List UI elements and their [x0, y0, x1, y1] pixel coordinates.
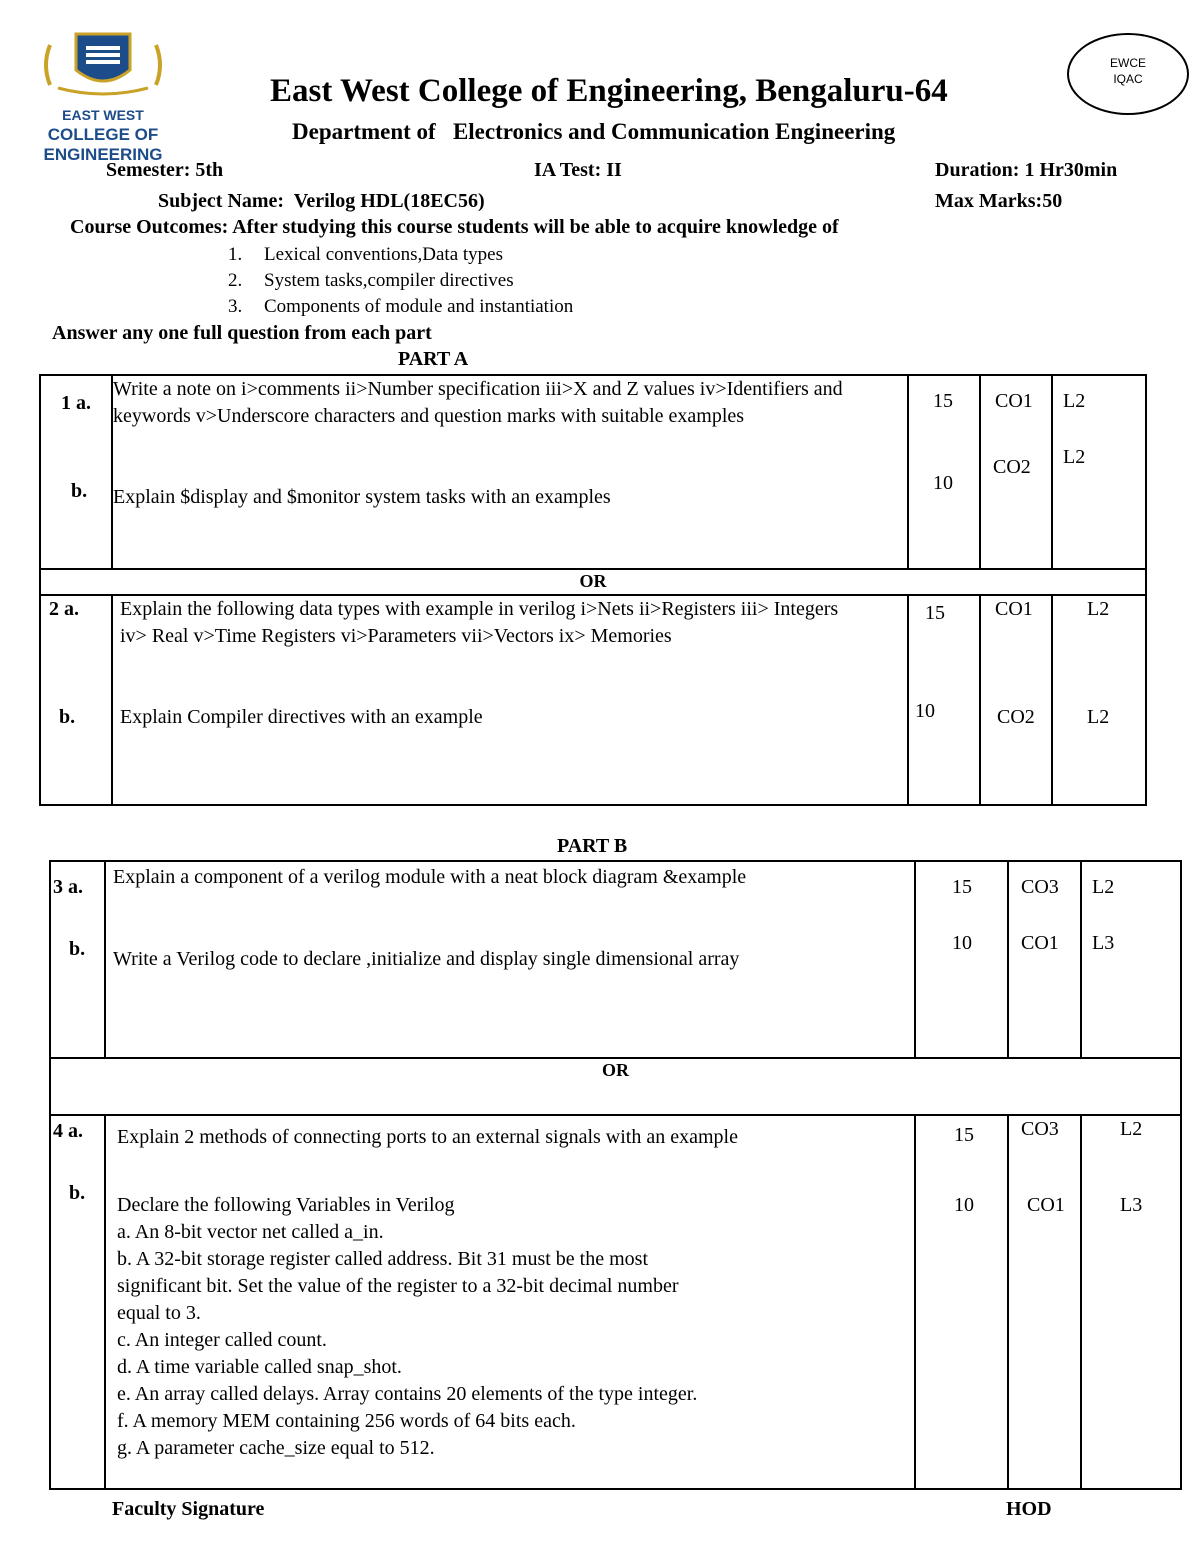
instruction: Answer any one full question from each part: [52, 322, 432, 344]
co-value: CO1: [1021, 932, 1059, 954]
iqac-stamp: [1067, 33, 1189, 115]
list-item: e. An array called delays. Array contains 20 elements of the type integer.: [117, 1383, 698, 1405]
level-value: L2: [1092, 876, 1115, 898]
list-item: b. A 32-bit storage register called address. Bit 31 must be the most: [117, 1248, 649, 1270]
level-value: L3: [1092, 932, 1115, 954]
question-label: 4 a.: [53, 1120, 83, 1142]
table-row: [40, 595, 1146, 805]
department-title: Department of Electronics and Communication Engineering: [292, 119, 896, 144]
list-item: [228, 294, 573, 320]
list-item-text: System tasks,compiler directives: [264, 270, 514, 291]
duration: Duration: 1 Hr30min: [935, 159, 1118, 181]
question-label: b.: [59, 706, 76, 728]
co-value: CO3: [1021, 1118, 1059, 1140]
iqac-stamp-line-2: IQAC: [1113, 72, 1143, 86]
table-row: [50, 861, 1181, 1058]
semester: Semester: 5th: [106, 159, 224, 181]
list-item: equal to 3.: [117, 1302, 201, 1324]
marks-value: 15: [933, 390, 953, 412]
co-value: CO1: [995, 390, 1033, 412]
level-value: L2: [1120, 1118, 1143, 1140]
marks-value: 15: [954, 1124, 974, 1146]
iqac-stamp-line-1: EWCE: [1110, 56, 1146, 70]
list-item-text: Lexical conventions,Data types: [264, 244, 504, 265]
list-item-number: 2.: [228, 270, 243, 291]
co-value: CO2: [997, 706, 1035, 728]
table-row: [50, 1115, 1181, 1489]
question-label: b.: [69, 938, 86, 960]
marks-value: 10: [915, 700, 935, 722]
list-item-number: 1.: [228, 244, 243, 265]
list-item: g. A parameter cache_size equal to 512.: [117, 1437, 435, 1459]
question-label: 3 a.: [53, 876, 83, 898]
course-outcomes-list: [228, 242, 573, 320]
list-item-number: 3.: [228, 296, 243, 317]
level-value: L2: [1087, 706, 1110, 728]
subject-name: Subject Name: Verilog HDL(18EC56): [158, 190, 485, 212]
list-item: [228, 268, 573, 294]
co-value: CO3: [1021, 876, 1059, 898]
question-label: b.: [69, 1182, 86, 1204]
co-value: CO1: [995, 598, 1033, 620]
list-item: significant bit. Set the value of the register to a 32-bit decimal number: [117, 1275, 679, 1297]
question-text: Write a note on i>comments ii>Number specification iii>X and Z values iv>Identifiers and keywords v>Underscore characters and question marks with suitable examples: [113, 378, 843, 427]
marks-value: 10: [952, 932, 972, 954]
list-item: d. A time variable called snap_shot.: [117, 1356, 402, 1378]
college-logo: [28, 30, 178, 164]
hod-signature: HOD: [1006, 1498, 1052, 1520]
table-row: [40, 375, 1146, 569]
ia-test: IA Test: II: [534, 159, 622, 181]
level-value: L2: [1063, 390, 1086, 412]
table-row: [40, 569, 1146, 595]
list-item: a. An 8-bit vector net called a_in.: [117, 1221, 384, 1243]
list-item-text: Components of module and instantiation: [264, 296, 574, 317]
question-text: Explain $display and $monitor system tasks with an examples: [113, 486, 611, 508]
part-b-title: PART B: [557, 835, 628, 857]
part-a-title: PART A: [398, 348, 469, 370]
max-marks: Max Marks:50: [935, 190, 1063, 212]
college-title: East West College of Engineering, Bengaluru-64: [270, 73, 948, 109]
marks-value: 15: [952, 876, 972, 898]
marks-value: 15: [925, 602, 945, 624]
list-item: c. An integer called count.: [117, 1329, 327, 1351]
question-text: Write a Verilog code to declare ,initialize and display single dimensional array: [113, 948, 740, 970]
marks-value: 10: [954, 1194, 974, 1216]
declare-variables-block: [117, 1192, 697, 1462]
logo-line-1: EAST WEST: [62, 107, 144, 123]
list-item: f. A memory MEM containing 256 words of 64 bits each.: [117, 1410, 576, 1432]
question-text: Explain Compiler directives with an example: [120, 706, 483, 728]
question-text: Declare the following Variables in Verilog: [117, 1194, 455, 1216]
faculty-signature: Faculty Signature: [112, 1498, 265, 1520]
college-crest-icon: [28, 30, 178, 100]
level-value: L2: [1063, 446, 1086, 468]
question-text: Explain 2 methods of connecting ports to an external signals with an example: [117, 1126, 738, 1148]
logo-line-2: COLLEGE OF: [47, 125, 159, 144]
co-value: CO1: [1027, 1194, 1065, 1216]
part-a-table: [39, 374, 1147, 806]
list-item: [228, 242, 573, 268]
question-label: b.: [71, 480, 88, 502]
or-separator: OR: [40, 569, 1146, 595]
table-row: [50, 1058, 1181, 1115]
co-value: CO2: [993, 456, 1031, 478]
part-b-table: [49, 860, 1182, 1490]
marks-value: 10: [933, 472, 953, 494]
level-value: L2: [1087, 598, 1110, 620]
course-outcomes-intro: Course Outcomes: After studying this course students will be able to acquire knowledge of: [70, 216, 839, 238]
logo-line-3: ENGINEERING: [43, 145, 163, 164]
level-value: L3: [1120, 1194, 1143, 1216]
question-text: Explain the following data types with example in verilog i>Nets ii>Registers iii> Integers iv> Real v>Time Registers vi>Parameters vii>Vectors ix> Memories: [120, 598, 839, 647]
question-label: 2 a.: [49, 598, 79, 620]
question-text: Explain a component of a verilog module with a neat block diagram &example: [113, 866, 747, 888]
or-separator: OR: [50, 1058, 1181, 1115]
question-label: 1 a.: [61, 392, 91, 414]
